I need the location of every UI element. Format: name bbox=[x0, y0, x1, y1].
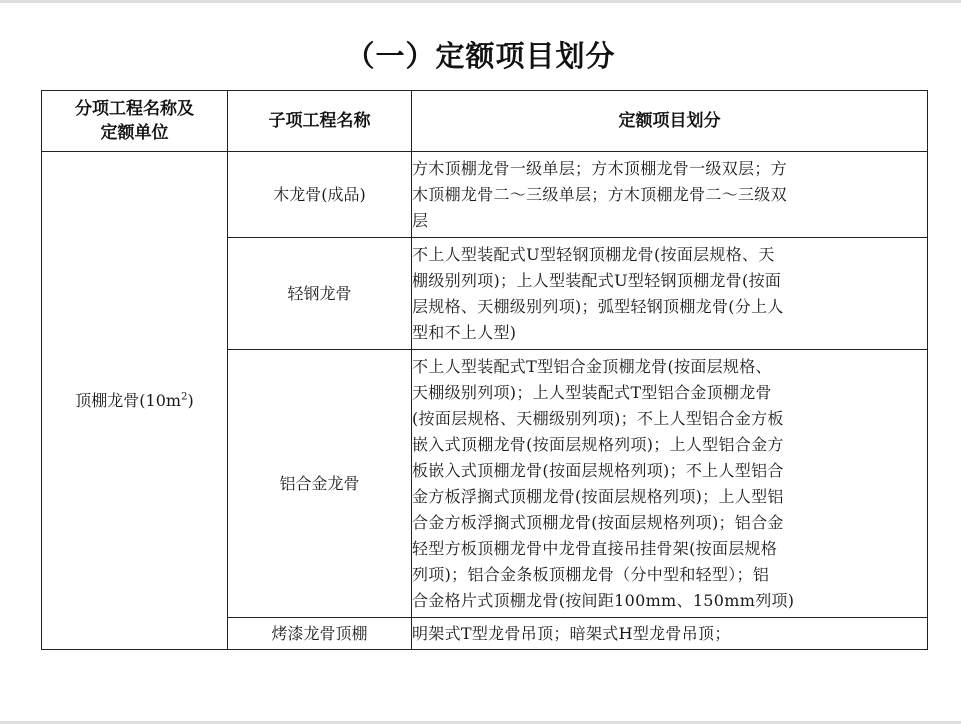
header-category bbox=[42, 91, 228, 152]
division-line: 型和不上人型) bbox=[412, 322, 517, 342]
division-line: 板嵌入式顶棚龙骨(按面层规格列项)；不上人型铝合 bbox=[412, 460, 784, 480]
division-line: 层 bbox=[412, 210, 429, 230]
division-line: 合金格片式顶棚龙骨(按间距100mm、150mm列项) bbox=[412, 590, 795, 610]
header-category-line1: 分项工程名称及 bbox=[75, 99, 194, 119]
division-line: 明架式T型龙骨吊顶；暗架式H型龙骨吊顶； bbox=[412, 623, 731, 643]
division-line: 层规格、天棚级别列项)；弧型轻钢顶棚龙骨(分上人 bbox=[412, 296, 784, 316]
subitem-cell: 木龙骨(成品) bbox=[228, 152, 412, 238]
subitem-cell: 铝合金龙骨 bbox=[228, 350, 412, 618]
quota-division-table bbox=[41, 90, 928, 650]
category-cell bbox=[42, 152, 228, 650]
division-line: 合金方板浮搁式顶棚龙骨(按面层规格列项)；铝合金 bbox=[412, 512, 784, 532]
header-category-line2: 定额单位 bbox=[100, 123, 169, 143]
division-line: 轻型方板顶棚龙骨中龙骨直接吊挂骨架(按面层规格 bbox=[412, 538, 778, 558]
header-subitem: 子项工程名称 bbox=[228, 91, 412, 152]
division-cell bbox=[412, 238, 928, 350]
division-cell bbox=[412, 618, 928, 650]
category-close: ) bbox=[187, 390, 194, 410]
division-line: 不上人型装配式T型铝合金顶棚龙骨(按面层规格、 bbox=[412, 356, 772, 376]
unit-exponent: 2 bbox=[181, 391, 188, 403]
category-name: 顶棚龙骨(10m bbox=[75, 390, 182, 410]
header-division: 定额项目划分 bbox=[412, 91, 928, 152]
division-line: 天棚级别列项)；上人型装配式T型铝合金顶棚龙骨 bbox=[412, 382, 772, 402]
division-cell bbox=[412, 350, 928, 618]
subitem-cell: 轻钢龙骨 bbox=[228, 238, 412, 350]
division-line: 金方板浮搁式顶棚龙骨(按面层规格列项)；上人型铝 bbox=[412, 486, 784, 506]
top-border bbox=[0, 0, 961, 3]
division-cell bbox=[412, 152, 928, 238]
division-line: 嵌入式顶棚龙骨(按面层规格列项)；上人型铝合金方 bbox=[412, 434, 784, 454]
division-line: (按面层规格、天棚级别列项)；不上人型铝合金方板 bbox=[412, 408, 784, 428]
division-line: 棚级别列项)；上人型装配式U型轻钢顶棚龙骨(按面 bbox=[412, 270, 782, 290]
division-line: 木顶棚龙骨二～三级单层；方木顶棚龙骨二～三级双 bbox=[412, 184, 787, 204]
division-line: 不上人型装配式U型轻钢顶棚龙骨(按面层规格、天 bbox=[412, 244, 775, 264]
division-line: 列项)；铝合金条板顶棚龙骨（分中型和轻型）；铝 bbox=[412, 564, 770, 584]
table-header-row bbox=[42, 91, 928, 152]
subitem-cell: 烤漆龙骨顶棚 bbox=[228, 618, 412, 650]
page-title: （一）定额项目划分 bbox=[345, 39, 616, 73]
table-row bbox=[42, 152, 928, 238]
division-line: 方木顶棚龙骨一级单层；方木顶棚龙骨一级双层；方 bbox=[412, 158, 787, 178]
